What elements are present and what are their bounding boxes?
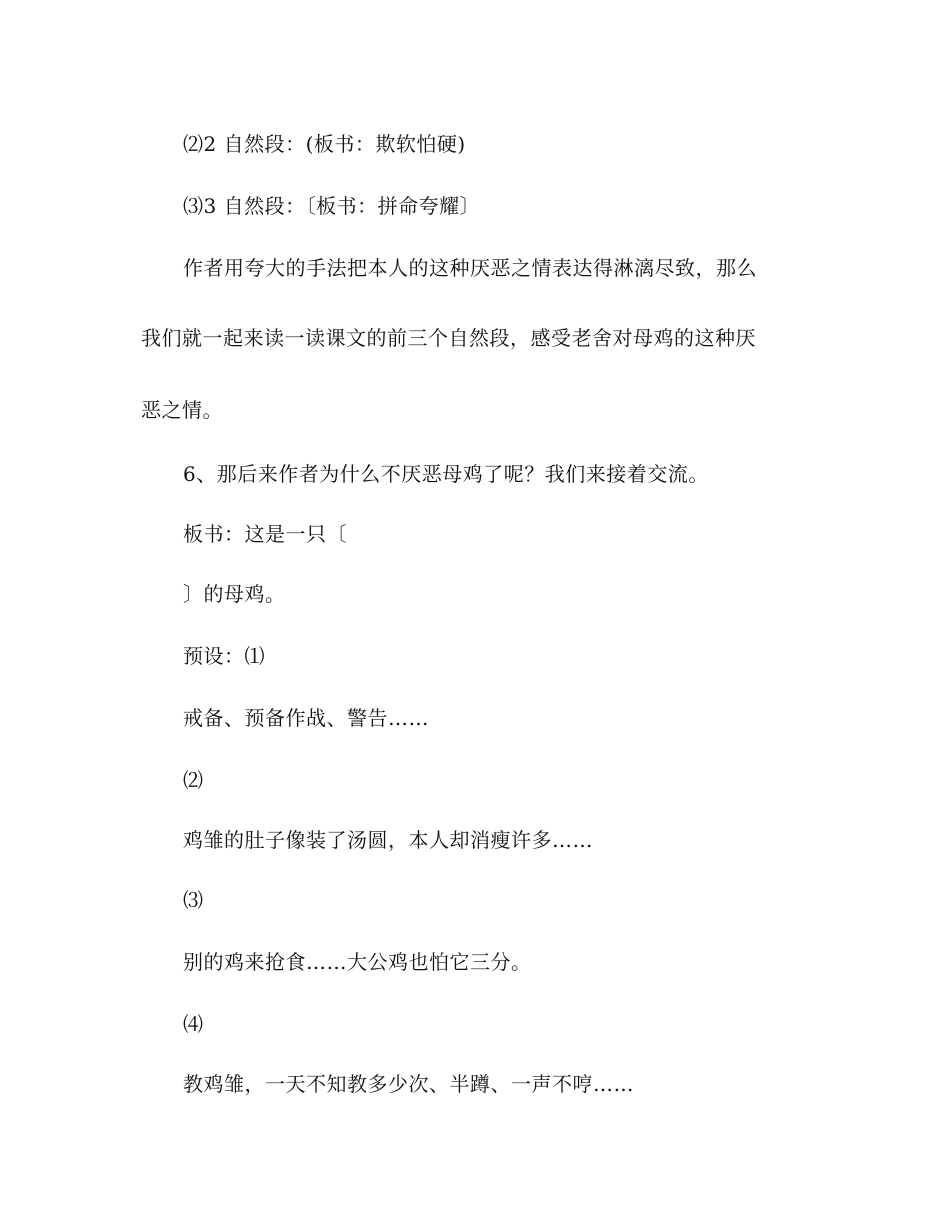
paragraph-line: 教鸡雏，一天不知教多少次、半蹲、一声不哼…… <box>183 1072 634 1096</box>
paragraph-line: 鸡雏的肚子像装了汤圆，本人却消瘦许多…… <box>183 828 593 852</box>
paragraph-line: 〕的母鸡。 <box>183 582 286 606</box>
paragraph-line: ⑵2 自然段：(板书：欺软怕硬) <box>183 132 466 156</box>
paragraph-line: ⑶3 自然段：〔板书：拼命夸耀〕 <box>183 194 481 218</box>
paragraph-line: ⑷ <box>183 1012 204 1036</box>
paragraph-line: 板书：这是一只〔 <box>183 522 347 546</box>
paragraph-line: 戒备、预备作战、警告…… <box>183 706 429 730</box>
paragraph-line: 我们就一起来读一读课文的前三个自然段，感受老舍对母鸡的这种厌 <box>141 326 756 350</box>
paragraph-line: ⑵ <box>183 768 204 792</box>
paragraph-line: 6、那后来作者为什么不厌恶母鸡了呢？我们来接着交流。 <box>183 462 709 486</box>
paragraph-line: 别的鸡来抢食……大公鸡也怕它三分。 <box>183 950 532 974</box>
paragraph-line: ⑶ <box>183 888 204 912</box>
paragraph-line: 恶之情。 <box>141 398 223 422</box>
paragraph-line: 作者用夸大的手法把本人的这种厌恶之情表达得淋漓尽致，那么 <box>183 256 757 280</box>
paragraph-line: 预设：⑴ <box>183 644 265 668</box>
